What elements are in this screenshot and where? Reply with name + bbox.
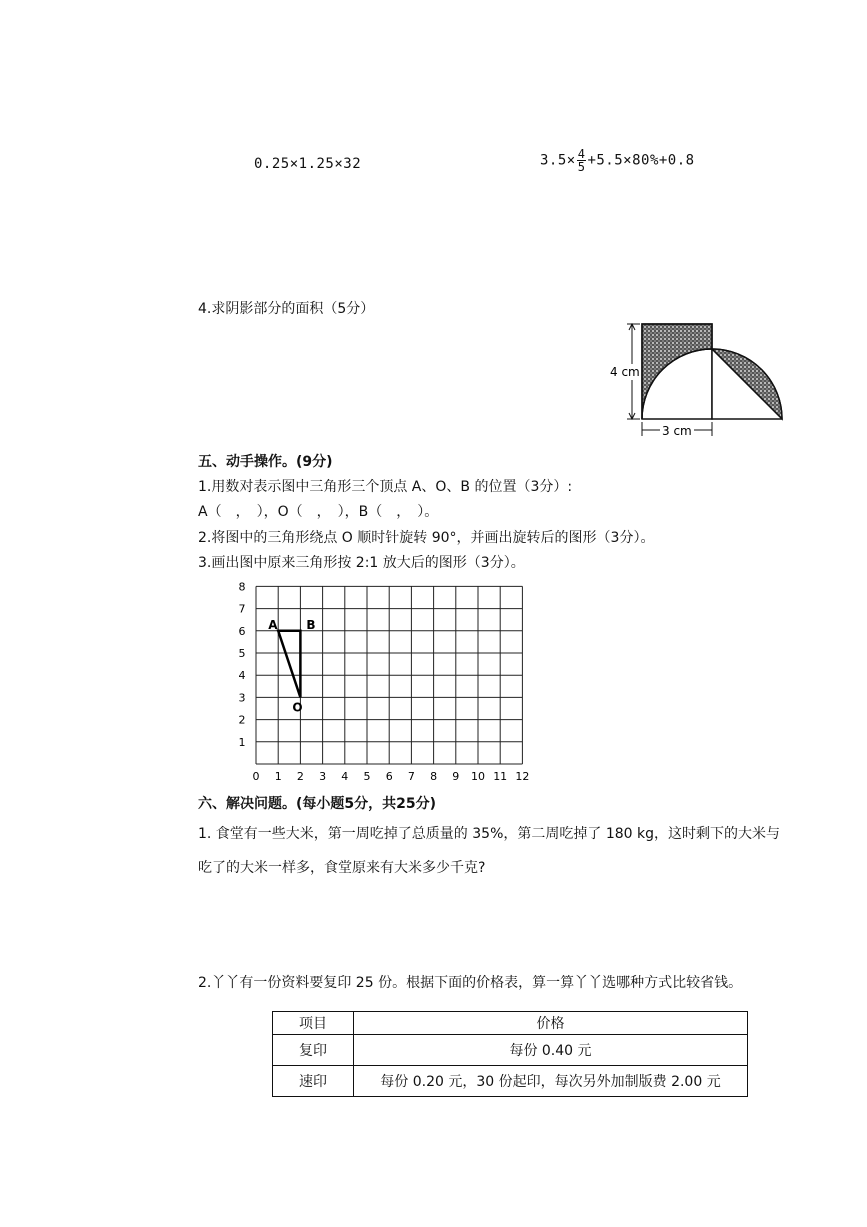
- fraction-numerator: 4: [577, 147, 586, 161]
- y-tick-label: 5: [238, 647, 246, 660]
- vertex-label-b: B: [306, 617, 316, 632]
- y-tick-label: 3: [238, 691, 246, 705]
- x-tick-label: 10: [471, 770, 485, 783]
- problem-1-line-2: 吃了的大米一样多，食堂原来有大米多少千克?: [198, 860, 486, 876]
- table-cell-price: 每份 0.40 元: [354, 1035, 748, 1066]
- x-tick-label: 4: [341, 770, 349, 783]
- table-cell-item: 速印: [273, 1066, 354, 1097]
- y-tick-label: 8: [238, 580, 246, 594]
- fraction-denominator: 5: [577, 160, 586, 174]
- height-label: 4 cm: [610, 365, 640, 379]
- problem-1-line-1: 1. 食堂有一些大米，第一周吃掉了总质量的 35%，第二周吃掉了 180 kg，这时剩下的大米与: [198, 826, 780, 842]
- q4-title: 4.求阴影部分的面积（5分）: [198, 301, 375, 317]
- y-tick-label: 2: [238, 713, 246, 727]
- x-tick-label: 5: [363, 770, 371, 783]
- x-tick-label: 2: [296, 770, 304, 783]
- table-header-price: 价格: [354, 1012, 748, 1035]
- expression-1: 0.25×1.25×32: [254, 156, 362, 172]
- problem-2-text: 2.丫丫有一份资料要复印 25 份。根据下面的价格表，算一算丫丫选哪种方式比较省钱。: [198, 975, 743, 991]
- section-5-heading: 五、动手操作。(9分): [198, 454, 333, 470]
- section-5-item-3: 3.画出图中原来三角形按 2:1 放大后的图形（3分）。: [198, 555, 525, 571]
- x-tick-label: 8: [430, 770, 438, 783]
- price-table: [272, 1011, 748, 1097]
- expression-2: [540, 148, 695, 173]
- triangle-aob: [278, 631, 300, 698]
- section-5-item-1: 1.用数对表示图中三角形三个顶点 A、O、B 的位置（3分）:: [198, 479, 573, 495]
- x-tick-label: 9: [452, 770, 460, 783]
- x-tick-label: 12: [515, 770, 530, 783]
- section-6-heading: 六、解决问题。(每小题5分，共25分): [198, 796, 437, 812]
- expression-2-part-b: +5.5×80%+0.8: [587, 152, 695, 169]
- x-tick-label: 0: [252, 770, 260, 783]
- expression-2-part-a: 3.5×: [540, 152, 576, 169]
- table-header-row: [273, 1012, 748, 1035]
- y-tick-label: 1: [238, 735, 246, 749]
- y-tick-label: 7: [238, 602, 246, 616]
- vertex-label-o: O: [292, 700, 303, 715]
- table-row: [273, 1035, 748, 1066]
- width-label: 3 cm: [662, 424, 692, 438]
- y-tick-label: 4: [238, 669, 246, 683]
- fraction: [577, 148, 587, 173]
- x-tick-label: 7: [407, 770, 415, 783]
- y-tick-label: 6: [238, 624, 246, 638]
- x-tick-label: 11: [493, 770, 508, 783]
- table-cell-item: 复印: [273, 1035, 354, 1066]
- x-tick-label: 6: [385, 770, 393, 783]
- section-5-item-1-blanks: A（ ， ），O（ ， ），B（ ， ）。: [198, 504, 439, 520]
- coordinate-grid: [228, 576, 538, 788]
- table-header-item: 项目: [273, 1012, 354, 1035]
- shaded-region-left: [642, 324, 712, 419]
- vertex-label-a: A: [268, 617, 278, 632]
- shaded-area-figure: [600, 314, 790, 439]
- x-tick-label: 3: [319, 770, 327, 783]
- table-cell-price: 每份 0.20 元，30 份起印，每次另外加制版费 2.00 元: [354, 1066, 748, 1097]
- section-5-item-2: 2.将图中的三角形绕点 O 顺时针旋转 90°，并画出旋转后的图形（3分）。: [198, 530, 655, 546]
- table-row: [273, 1066, 748, 1097]
- x-tick-label: 1: [274, 770, 282, 783]
